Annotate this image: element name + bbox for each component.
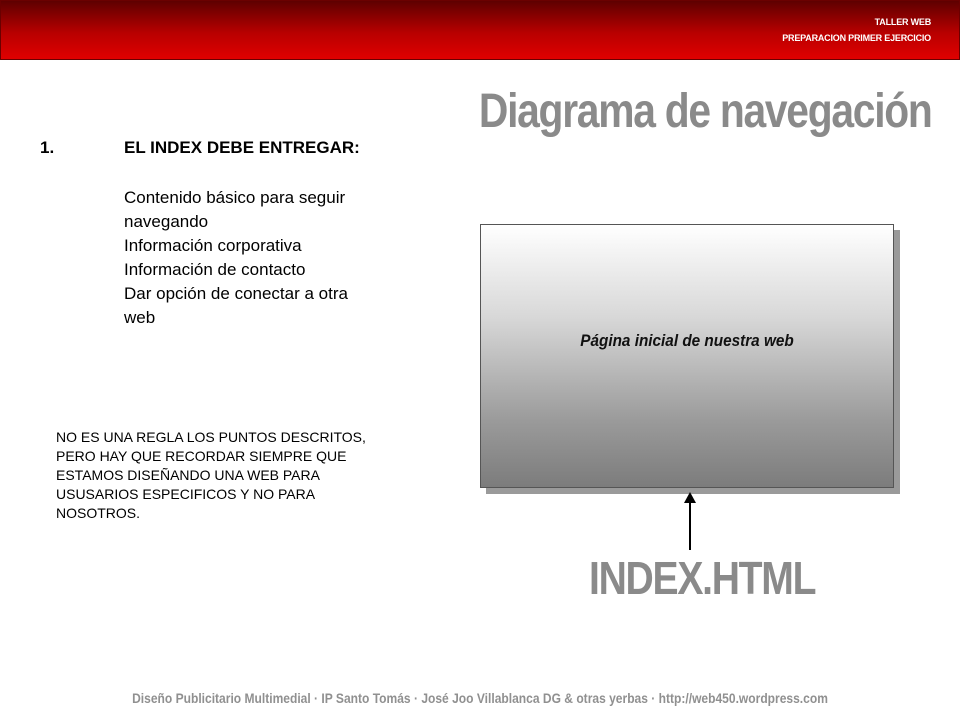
note-line: ESTAMOS DISEÑANDO UNA WEB PARA: [56, 467, 320, 483]
list-line: navegando: [124, 212, 209, 231]
note-line: USUSARIOS ESPECIFICOS Y NO PARA: [56, 486, 316, 502]
note-line: NO ES UNA REGLA LOS PUNTOS DESCRITOS,: [56, 429, 366, 445]
note-text: [56, 428, 476, 523]
header-subtitle: PREPARACION PRIMER EJERCICIO: [782, 33, 931, 43]
index-file-label: INDEX.HTML: [589, 552, 816, 604]
home-page-box-label: Página inicial de nuestra web: [580, 331, 794, 350]
list-line: Contenido básico para seguir: [124, 188, 346, 207]
list-line: Información corporativa: [124, 236, 302, 255]
index-requirements-list: [124, 186, 424, 330]
list-line: Información de contacto: [124, 260, 306, 279]
list-heading: EL INDEX DEBE ENTREGAR:: [124, 138, 360, 157]
home-page-box: [480, 224, 894, 488]
header-bar: [0, 0, 960, 60]
note-line: PERO HAY QUE RECORDAR SIEMPRE QUE: [56, 448, 347, 464]
list-line: Dar opción de conectar a otra: [124, 284, 348, 303]
header-course-title: TALLER WEB: [874, 17, 931, 27]
list-number: 1.: [40, 138, 55, 157]
note-line: NOSOTROS.: [56, 505, 141, 521]
up-arrow-icon: [680, 492, 700, 552]
slide-title: Diagrama de navegación: [479, 85, 932, 138]
list-line: web: [124, 308, 156, 327]
footer-credits: Diseño Publicitario Multimedial · IP Santo Tomás · José Joo Villablanca DG & otras yerbas · http://web450.wordpress.com: [132, 690, 828, 706]
